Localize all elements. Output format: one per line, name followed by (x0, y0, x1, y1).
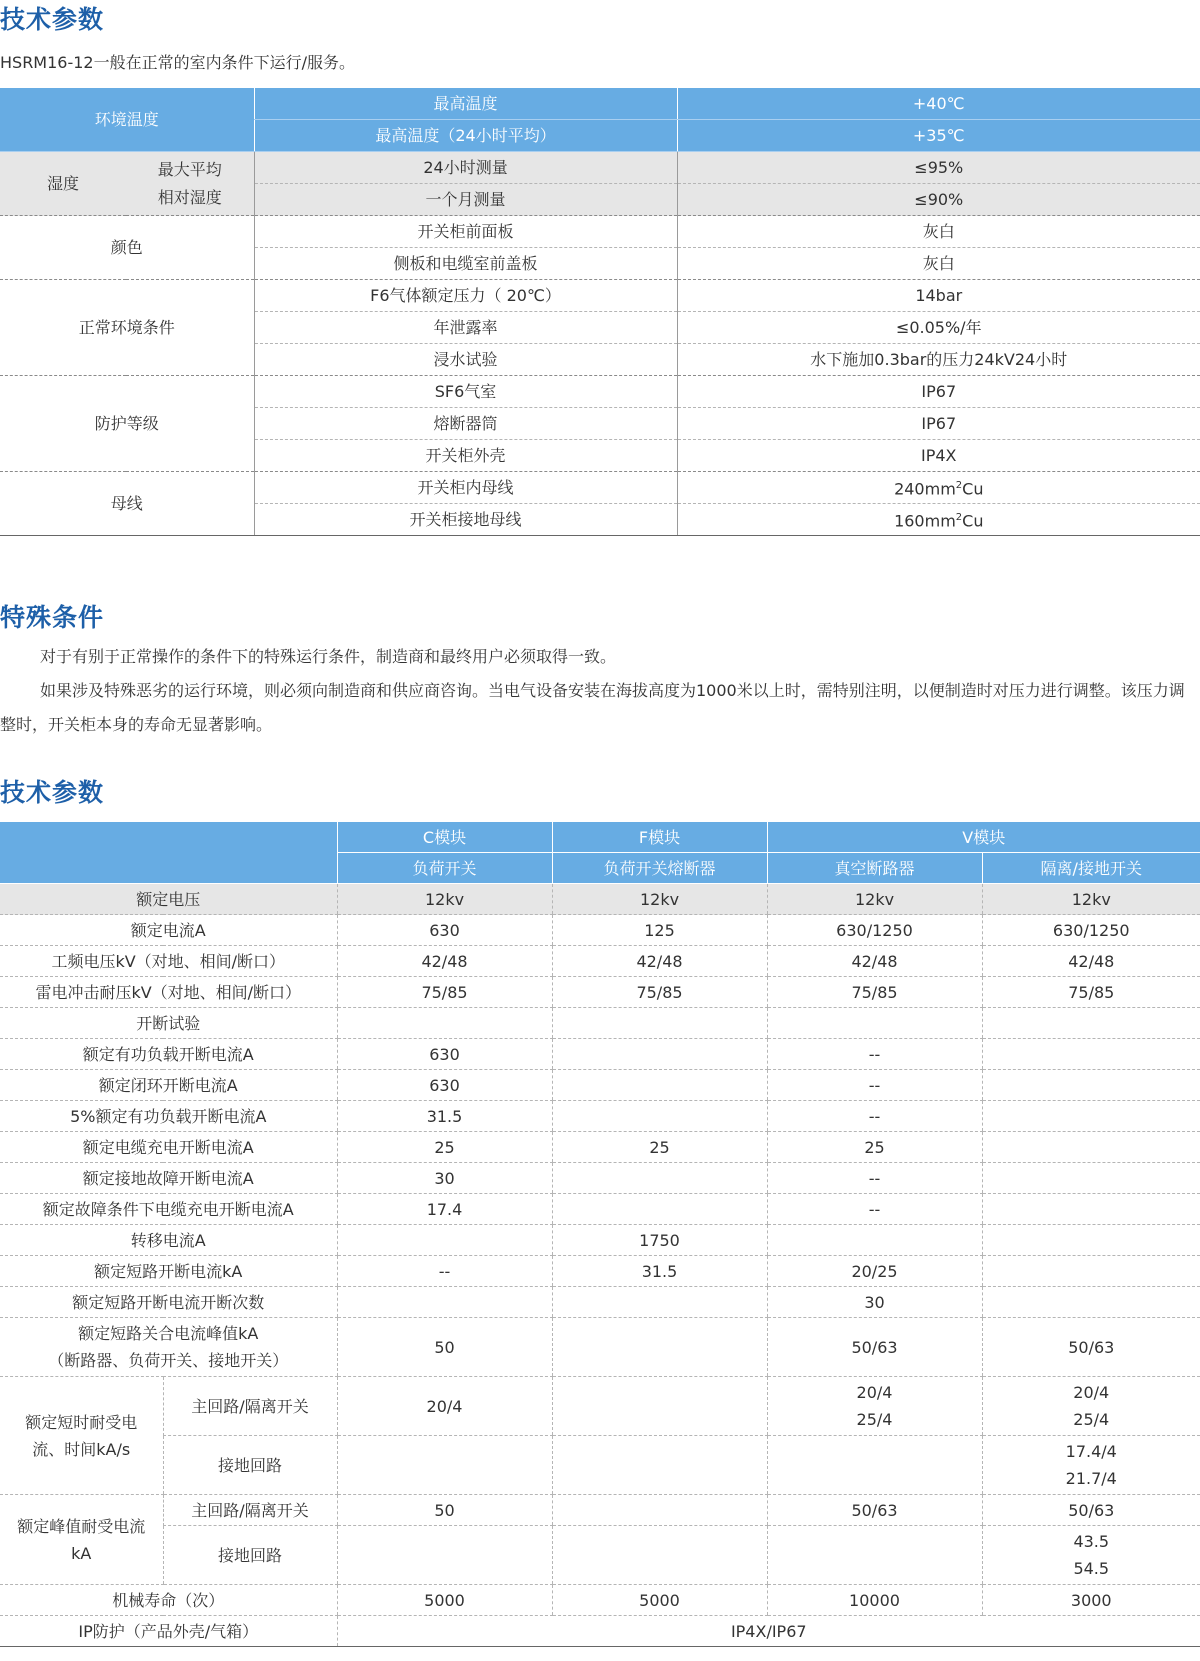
cell: 630 (337, 1039, 552, 1070)
cell: 10000 (767, 1585, 982, 1616)
cell (337, 1008, 552, 1039)
cell: 灰白 (677, 216, 1200, 248)
value-line: 21.7/4 (1065, 1469, 1117, 1488)
cell: 630/1250 (982, 915, 1200, 946)
table-row (0, 1377, 1200, 1436)
cell (552, 1495, 767, 1526)
header-v-sub-1: 真空断路器 (767, 853, 982, 884)
making-label-1: 额定短路关合电流峰值kA (78, 1324, 259, 1343)
row-label: 额定短路开断电流开断次数 (0, 1287, 337, 1318)
cell (982, 1101, 1200, 1132)
row-label: 额定电缆充电开断电流A (0, 1132, 337, 1163)
cell: 5000 (337, 1585, 552, 1616)
sub-label-main-circuit: 主回路/隔离开关 (163, 1377, 337, 1436)
cell: 630 (337, 915, 552, 946)
cell (337, 1225, 552, 1256)
cell: 14bar (677, 280, 1200, 312)
row-label: 额定故障条件下电缆充电开断电流A (0, 1194, 337, 1225)
cell: 17.4 (337, 1194, 552, 1225)
cell (552, 1101, 767, 1132)
cell: -- (767, 1194, 982, 1225)
cell: IP67 (677, 408, 1200, 440)
section-title-tech-params: 技术参数 (0, 5, 105, 34)
table-row (0, 1039, 1200, 1070)
cell: 20/4 (337, 1377, 552, 1436)
row-label: 开断试验 (0, 1008, 337, 1039)
table-row (0, 946, 1200, 977)
row-label: 额定闭环开断电流A (0, 1070, 337, 1101)
header-f-sub: 负荷开关熔断器 (552, 853, 767, 884)
cell (552, 1070, 767, 1101)
table-row (0, 376, 1200, 408)
short-time-label-2: 流、时间kA/s (32, 1439, 131, 1459)
peak-label-1: 额定峰值耐受电流 (17, 1516, 146, 1536)
header-c-module: C模块 (337, 822, 552, 853)
cell: -- (767, 1070, 982, 1101)
cell: 25 (337, 1132, 552, 1163)
cell: 42/48 (337, 946, 552, 977)
cell (337, 1287, 552, 1318)
cell: 75/85 (982, 977, 1200, 1008)
value-line: 20/4 (1073, 1383, 1110, 1402)
busbar-value: 240mm (894, 479, 956, 499)
cell: 3000 (982, 1585, 1200, 1616)
cell: -- (767, 1163, 982, 1194)
cell: 最高温度 (254, 88, 677, 120)
cell: 20/25 (767, 1256, 982, 1287)
row-label-color: 颜色 (0, 216, 254, 280)
table-row (0, 1256, 1200, 1287)
row-label: 雷电冲击耐压kV（对地、相间/断口） (0, 977, 337, 1008)
table-row (0, 88, 1200, 120)
cell (677, 472, 1200, 504)
sub-label-earth-circuit: 接地回路 (163, 1526, 337, 1585)
table-row (0, 1132, 1200, 1163)
cell (552, 1436, 767, 1495)
cell: 12kv (767, 884, 982, 915)
cell (767, 1008, 982, 1039)
cell (552, 1377, 767, 1436)
cell: ≤95% (677, 152, 1200, 184)
cell: 12kv (982, 884, 1200, 915)
row-label: 额定电流A (0, 915, 337, 946)
cell (552, 1194, 767, 1225)
cell: 30 (337, 1163, 552, 1194)
cell (982, 1256, 1200, 1287)
cell (982, 1287, 1200, 1318)
table-row (0, 280, 1200, 312)
cell (982, 1526, 1200, 1585)
section-title-special: 特殊条件 (0, 603, 105, 632)
cell: 42/48 (982, 946, 1200, 977)
cell: 50/63 (767, 1318, 982, 1377)
header-v-module: V模块 (767, 822, 1200, 853)
cell: ≤0.05%/年 (677, 312, 1200, 344)
peak-label-2: kA (71, 1543, 92, 1563)
cell: 42/48 (552, 946, 767, 977)
cell (552, 1526, 767, 1585)
value-line: 17.4/4 (1065, 1442, 1117, 1461)
row-label-humidity: 湿度 (0, 152, 126, 216)
value-line: 25/4 (1073, 1410, 1110, 1429)
cell: 30 (767, 1287, 982, 1318)
cell: 最高温度（24小时平均） (254, 120, 677, 152)
table-row (0, 216, 1200, 248)
cell: 熔断器筒 (254, 408, 677, 440)
table-row (0, 822, 1200, 853)
value-line: 43.5 (1073, 1532, 1110, 1551)
cell (982, 1132, 1200, 1163)
busbar-unit: Cu (962, 511, 984, 531)
cell (982, 1008, 1200, 1039)
row-label: 工频电压kV（对地、相间/断口） (0, 946, 337, 977)
special-para-2: 如果涉及特殊恶劣的运行环境，则必须向制造商和供应商咨询。当电气设备安装在海拔高度为1000米以上时，需特别注明，以便制造时对压力进行调整。该压力调整时，开关柜本身的寿命无显著影响。 (0, 681, 1185, 734)
cell (982, 1436, 1200, 1495)
cell: IP4X/IP67 (337, 1616, 1200, 1647)
cell: 侧板和电缆室前盖板 (254, 248, 677, 280)
cell (337, 1436, 552, 1495)
cell: 50 (337, 1318, 552, 1377)
table-row (0, 1616, 1200, 1647)
cell (552, 1008, 767, 1039)
row-label-protection: 防护等级 (0, 376, 254, 472)
row-label-busbar: 母线 (0, 472, 254, 536)
cell: 630/1250 (767, 915, 982, 946)
row-label-normal-env: 正常环境条件 (0, 280, 254, 376)
cell: 50/63 (982, 1495, 1200, 1526)
cell: 31.5 (552, 1256, 767, 1287)
cell: -- (767, 1039, 982, 1070)
table-row (0, 1070, 1200, 1101)
making-label-2: （断路器、负荷开关、接地开关） (48, 1351, 289, 1370)
table-row (0, 1495, 1200, 1526)
table-row (0, 1008, 1200, 1039)
cell (552, 1163, 767, 1194)
superscript: 2 (955, 479, 963, 491)
cell: 1750 (552, 1225, 767, 1256)
cell: F6气体额定压力（ 20℃） (254, 280, 677, 312)
row-label-making-current (0, 1318, 337, 1377)
cell (982, 1039, 1200, 1070)
intro-text: HSRM16-12一般在正常的室内条件下运行/服务。 (0, 53, 355, 72)
cell: 50/63 (982, 1318, 1200, 1377)
row-label: 转移电流A (0, 1225, 337, 1256)
row-label: 额定电压 (0, 884, 337, 915)
table-row (0, 977, 1200, 1008)
environment-table (0, 88, 1200, 536)
cell: -- (337, 1256, 552, 1287)
cell: 水下施加0.3bar的压力24kV24小时 (677, 344, 1200, 376)
cell (982, 1070, 1200, 1101)
busbar-value: 160mm (894, 511, 956, 531)
row-label-env-temp: 环境温度 (0, 88, 254, 152)
row-label: 额定有功负载开断电流A (0, 1039, 337, 1070)
row-label: IP防护（产品外壳/气箱） (0, 1616, 337, 1647)
table-row (0, 1194, 1200, 1225)
cell: 31.5 (337, 1101, 552, 1132)
cell: 75/85 (337, 977, 552, 1008)
cell: 5000 (552, 1585, 767, 1616)
tech-params-table (0, 822, 1200, 1647)
table-row (0, 1318, 1200, 1377)
row-label: 额定短路开断电流kA (0, 1256, 337, 1287)
value-line: 25/4 (856, 1410, 893, 1429)
special-para-1: 对于有别于正常操作的条件下的特殊运行条件，制造商和最终用户必须取得一致。 (40, 647, 617, 666)
cell: 开关柜内母线 (254, 472, 677, 504)
cell (767, 1225, 982, 1256)
cell: 一个月测量 (254, 184, 677, 216)
header-c-sub: 负荷开关 (337, 853, 552, 884)
cell (552, 1287, 767, 1318)
humidity-sub-label-1: 最大平均 (157, 159, 222, 179)
cell: 25 (552, 1132, 767, 1163)
cell (767, 1526, 982, 1585)
row-label-short-time (0, 1377, 163, 1495)
table-row (0, 1526, 1200, 1585)
row-label: 5%额定有功负载开断电流A (0, 1101, 337, 1132)
header-f-module: F模块 (552, 822, 767, 853)
table-row (0, 1101, 1200, 1132)
cell: 75/85 (767, 977, 982, 1008)
cell: 25 (767, 1132, 982, 1163)
cell: 浸水试验 (254, 344, 677, 376)
cell: +35℃ (677, 120, 1200, 152)
cell (552, 1039, 767, 1070)
short-time-label-1: 额定短时耐受电 (25, 1412, 138, 1432)
cell: 125 (552, 915, 767, 946)
table-row (0, 152, 1200, 184)
sub-label-earth-circuit: 接地回路 (163, 1436, 337, 1495)
superscript: 2 (955, 511, 963, 523)
cell (982, 1225, 1200, 1256)
table-row (0, 1287, 1200, 1318)
cell: 630 (337, 1070, 552, 1101)
cell: +40℃ (677, 88, 1200, 120)
cell: IP67 (677, 376, 1200, 408)
humidity-sub-label (126, 152, 254, 216)
cell: 开关柜前面板 (254, 216, 677, 248)
cell (337, 1526, 552, 1585)
cell: IP4X (677, 440, 1200, 472)
cell: 灰白 (677, 248, 1200, 280)
cell: 50/63 (767, 1495, 982, 1526)
cell: 42/48 (767, 946, 982, 977)
table-row (0, 1225, 1200, 1256)
cell (767, 1377, 982, 1436)
table-row (0, 884, 1200, 915)
header-v-sub-2: 隔离/接地开关 (982, 853, 1200, 884)
table-row (0, 1585, 1200, 1616)
value-line: 54.5 (1073, 1559, 1110, 1578)
cell (552, 1318, 767, 1377)
value-line: 20/4 (856, 1383, 893, 1402)
section-title-tech-params-2: 技术参数 (0, 778, 105, 807)
cell (982, 1377, 1200, 1436)
cell: 12kv (337, 884, 552, 915)
row-label: 机械寿命（次） (0, 1585, 337, 1616)
table-row (0, 1163, 1200, 1194)
cell: 年泄露率 (254, 312, 677, 344)
cell: 75/85 (552, 977, 767, 1008)
cell: 开关柜外壳 (254, 440, 677, 472)
row-label: 额定接地故障开断电流A (0, 1163, 337, 1194)
cell: -- (767, 1101, 982, 1132)
cell: SF6气室 (254, 376, 677, 408)
cell: 24小时测量 (254, 152, 677, 184)
row-label-peak (0, 1495, 163, 1585)
sub-label-main-circuit: 主回路/隔离开关 (163, 1495, 337, 1526)
cell (767, 1436, 982, 1495)
humidity-sub-label-2: 相对湿度 (157, 187, 222, 207)
table-row (0, 472, 1200, 504)
cell: 12kv (552, 884, 767, 915)
cell: 50 (337, 1495, 552, 1526)
cell (982, 1194, 1200, 1225)
busbar-unit: Cu (962, 479, 984, 499)
cell: 开关柜接地母线 (254, 504, 677, 536)
cell (677, 504, 1200, 536)
table-row (0, 915, 1200, 946)
cell (982, 1163, 1200, 1194)
table-row (0, 1436, 1200, 1495)
header-empty (0, 822, 337, 884)
cell: ≤90% (677, 184, 1200, 216)
